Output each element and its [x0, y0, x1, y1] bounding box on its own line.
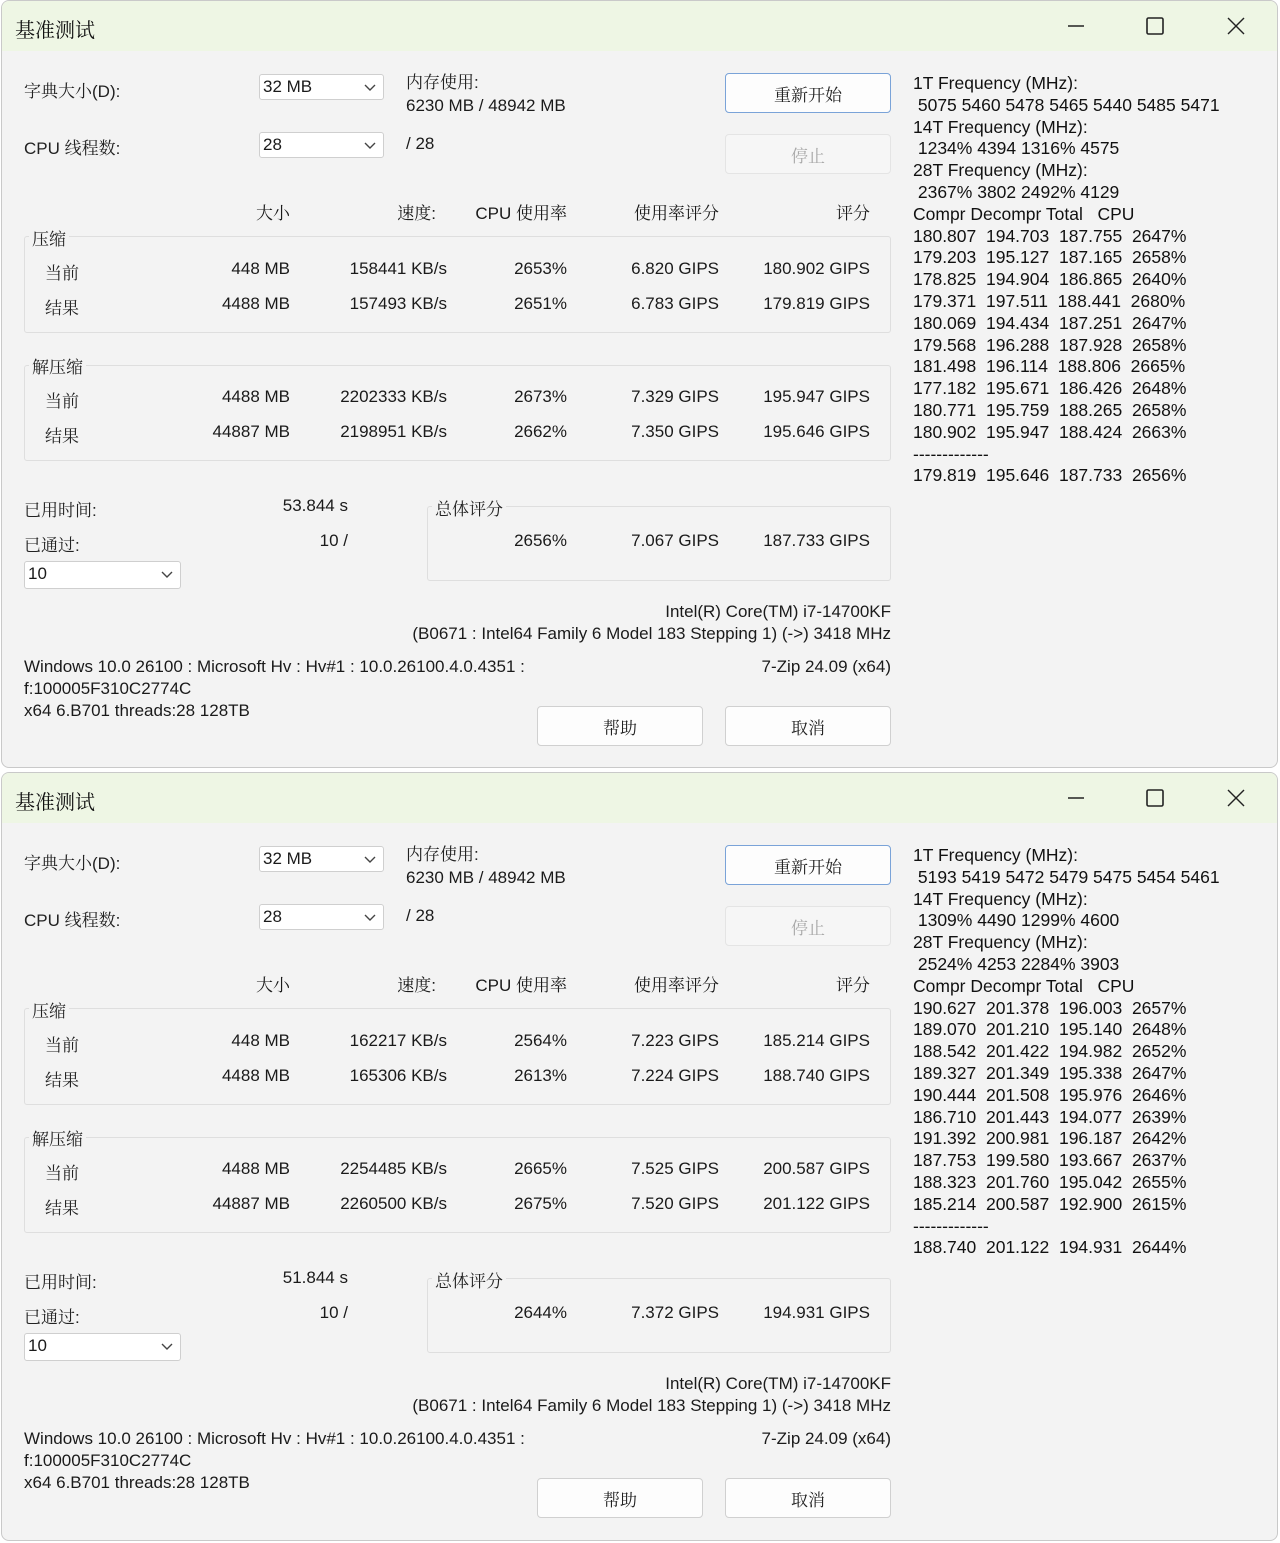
compression-group-title: 压缩 [29, 225, 69, 250]
close-button[interactable] [1197, 773, 1275, 823]
stop-button[interactable]: 停止 [725, 134, 891, 174]
passes-select[interactable] [24, 561, 181, 589]
decompress-row-usage-rating: 7.329 GIPS [631, 387, 719, 406]
log-line: 188.542 201.422 194.982 2652% [913, 1041, 1187, 1062]
cpu-detail: (B0671 : Intel64 Family 6 Model 183 Stepping 1) (->) 3418 MHz [412, 1396, 891, 1415]
cancel-button[interactable]: 取消 [725, 1478, 891, 1518]
header-usage-rating: 使用率评分 [634, 204, 719, 223]
decompress-row-label: 当前 [45, 1164, 79, 1183]
decompress-row-rating: 195.646 GIPS [763, 422, 870, 441]
title-bar [2, 1, 1277, 51]
compress-row-speed: 165306 KB/s [349, 1066, 447, 1085]
dictionary-size-label: 字典大小(D): [24, 82, 121, 101]
log-line: ------------- [913, 443, 989, 464]
cpu-detail: (B0671 : Intel64 Family 6 Model 183 Stepping 1) (->) 3418 MHz [412, 624, 891, 643]
cpu-threads-select[interactable] [259, 132, 384, 158]
decompress-row-cpu-usage: 2675% [514, 1194, 567, 1213]
cpu-threads-max: / 28 [406, 134, 435, 153]
decompress-row-label: 当前 [45, 392, 79, 411]
memory-usage-label: 内存使用: [406, 845, 479, 864]
total-cpu-usage: 2644% [514, 1303, 567, 1322]
maximize-button[interactable] [1116, 773, 1194, 823]
log-line: 2367% 3802 2492% 4129 [913, 181, 1120, 202]
log-line: 14T Frequency (MHz): [913, 888, 1088, 909]
passed-label: 已通过: [24, 1308, 80, 1327]
total-rating: 187.733 GIPS [763, 531, 870, 550]
compress-row-cpu-usage: 2613% [514, 1066, 567, 1085]
log-line: 179.819 195.646 187.733 2656% [913, 465, 1187, 486]
os-info-line1: Windows 10.0 26100 : Microsoft Hv : Hv#1 : 10.0.26100.4.0.4351 : [24, 657, 525, 676]
log-line: 1T Frequency (MHz): [913, 845, 1078, 865]
log-line: 189.327 201.349 195.338 2647% [913, 1062, 1187, 1083]
decompress-row-label: 结果 [45, 1199, 79, 1218]
cpu-name: Intel(R) Core(TM) i7-14700KF [665, 602, 891, 621]
log-line: 188.323 201.760 195.042 2655% [913, 1171, 1187, 1192]
compress-row-rating: 180.902 GIPS [763, 259, 870, 278]
maximize-icon [1145, 788, 1165, 808]
restart-button[interactable]: 重新开始 [725, 73, 891, 113]
benchmark-window-2 [1, 772, 1278, 1541]
memory-usage-value: 6230 MB / 48942 MB [406, 868, 566, 887]
compression-group-title: 压缩 [29, 997, 69, 1022]
passes-select-value: 10 [28, 564, 47, 583]
total-rating-title: 总体评分 [432, 495, 506, 520]
log-line: 188.740 201.122 194.931 2644% [913, 1237, 1187, 1258]
log-line: 181.498 196.114 188.806 2665% [913, 356, 1186, 377]
decompression-group [24, 1137, 891, 1233]
compress-row-cpu-usage: 2653% [514, 259, 567, 278]
log-line: 179.371 197.511 188.441 2680% [913, 290, 1186, 311]
compress-row-usage-rating: 6.783 GIPS [631, 294, 719, 313]
decompression-group-title: 解压缩 [29, 353, 86, 378]
compress-row-label: 当前 [45, 1036, 79, 1055]
cpu-threads-label: CPU 线程数: [24, 911, 121, 930]
log-line: ------------- [913, 1215, 989, 1236]
window-title: 基准测试 [15, 20, 95, 42]
log-line: 178.825 194.904 186.865 2640% [913, 269, 1187, 290]
log-line: 180.902 195.947 188.424 2663% [913, 421, 1187, 442]
decompress-row-usage-rating: 7.525 GIPS [631, 1159, 719, 1178]
compress-row-usage-rating: 7.223 GIPS [631, 1031, 719, 1050]
compress-row-size: 448 MB [231, 259, 290, 278]
passed-value: 10 / [319, 1303, 348, 1322]
header-speed: 速度: [397, 204, 436, 223]
log-line: 5193 5419 5472 5479 5475 5454 5461 [913, 866, 1220, 887]
version-label: 7-Zip 24.09 (x64) [761, 657, 891, 676]
cpu-threads-select[interactable] [259, 904, 384, 930]
minimize-button[interactable] [1037, 773, 1115, 823]
dictionary-size-label: 字典大小(D): [24, 854, 121, 873]
chevron-down-icon [363, 852, 377, 866]
dictionary-size-select[interactable] [259, 74, 384, 100]
log-line: 187.753 199.580 193.667 2637% [913, 1150, 1187, 1171]
compress-row-cpu-usage: 2651% [514, 294, 567, 313]
log-line: 185.214 200.587 192.900 2615% [913, 1193, 1187, 1214]
decompress-row-usage-rating: 7.350 GIPS [631, 422, 719, 441]
log-line: 1T Frequency (MHz): [913, 73, 1078, 93]
header-speed: 速度: [397, 976, 436, 995]
passes-select-value: 10 [28, 1336, 47, 1355]
compress-row-size: 4488 MB [221, 1066, 290, 1085]
help-button[interactable]: 帮助 [537, 706, 703, 746]
header-size: 大小 [256, 976, 290, 995]
decompress-row-usage-rating: 7.520 GIPS [631, 1194, 719, 1213]
dictionary-size-value: 32 MB [263, 849, 313, 868]
maximize-button[interactable] [1116, 1, 1194, 51]
elapsed-time-label: 已用时间: [24, 501, 97, 520]
chevron-down-icon [363, 910, 377, 924]
decompression-group [24, 365, 891, 461]
decompress-row-size: 4488 MB [221, 1159, 290, 1178]
compress-row-cpu-usage: 2564% [514, 1031, 567, 1050]
decompress-row-cpu-usage: 2673% [514, 387, 567, 406]
restart-button[interactable]: 重新开始 [725, 845, 891, 885]
close-icon [1226, 16, 1246, 36]
log-line: 1309% 4490 1299% 4600 [913, 910, 1120, 931]
title-bar [2, 773, 1277, 823]
log-line: 180.771 195.759 188.265 2658% [913, 399, 1187, 420]
help-button[interactable]: 帮助 [537, 1478, 703, 1518]
header-usage-rating: 使用率评分 [634, 976, 719, 995]
close-button[interactable] [1197, 1, 1275, 51]
decompress-row-size: 4488 MB [221, 387, 290, 406]
log-line: 186.710 201.443 194.077 2639% [913, 1106, 1187, 1127]
header-cpu-usage: CPU 使用率 [475, 204, 567, 223]
cancel-button[interactable]: 取消 [725, 706, 891, 746]
log-line: 191.392 200.981 196.187 2642% [913, 1128, 1187, 1149]
decompression-group-title: 解压缩 [29, 1125, 86, 1150]
chevron-down-icon [363, 138, 377, 152]
compress-row-speed: 157493 KB/s [349, 294, 447, 313]
chevron-down-icon [160, 567, 174, 581]
total-usage-rating: 7.067 GIPS [631, 531, 719, 550]
header-cpu-usage: CPU 使用率 [475, 976, 567, 995]
log-line: 177.182 195.671 186.426 2648% [913, 378, 1187, 399]
log-line: 1234% 4394 1316% 4575 [913, 138, 1120, 159]
log-line: 28T Frequency (MHz): [913, 932, 1088, 953]
log-line: 28T Frequency (MHz): [913, 160, 1088, 181]
log-line: Compr Decompr Total CPU [913, 975, 1135, 996]
minimize-icon [1066, 788, 1086, 808]
passed-value: 10 / [319, 531, 348, 550]
decompress-row-rating: 195.947 GIPS [763, 387, 870, 406]
cpu-threads-label: CPU 线程数: [24, 139, 121, 158]
minimize-button[interactable] [1037, 1, 1115, 51]
log-line: 190.444 201.508 195.976 2646% [913, 1084, 1187, 1105]
log-line: 189.070 201.210 195.140 2648% [913, 1019, 1187, 1040]
log-line: 179.568 196.288 187.928 2658% [913, 334, 1187, 355]
decompress-row-label: 结果 [45, 427, 79, 446]
benchmark-window-1 [1, 0, 1278, 768]
cpu-threads-value: 28 [263, 907, 282, 926]
compression-group [24, 236, 891, 333]
compress-row-label: 结果 [45, 1071, 79, 1090]
stop-button[interactable]: 停止 [725, 906, 891, 946]
total-usage-rating: 7.372 GIPS [631, 1303, 719, 1322]
os-info-line2: f:100005F310C2774C [24, 1451, 192, 1470]
decompress-row-speed: 2254485 KB/s [340, 1159, 447, 1178]
cpu-threads-value: 28 [263, 135, 282, 154]
memory-usage-value: 6230 MB / 48942 MB [406, 96, 566, 115]
header-size: 大小 [256, 204, 290, 223]
decompress-row-rating: 201.122 GIPS [763, 1194, 870, 1213]
decompress-row-speed: 2260500 KB/s [340, 1194, 447, 1213]
benchmark-log [913, 845, 1220, 1259]
memory-usage-label: 内存使用: [406, 73, 479, 92]
maximize-icon [1145, 16, 1165, 36]
compress-row-size: 448 MB [231, 1031, 290, 1050]
dictionary-size-select[interactable] [259, 846, 384, 872]
os-info-line3: x64 6.B701 threads:28 128TB [24, 701, 250, 720]
os-info-line2: f:100005F310C2774C [24, 679, 192, 698]
benchmark-log [913, 73, 1220, 487]
decompress-row-speed: 2202333 KB/s [340, 387, 447, 406]
os-info-line1: Windows 10.0 26100 : Microsoft Hv : Hv#1 : 10.0.26100.4.0.4351 : [24, 1429, 525, 1448]
log-line: Compr Decompr Total CPU [913, 203, 1135, 224]
compress-row-rating: 185.214 GIPS [763, 1031, 870, 1050]
os-info-line3: x64 6.B701 threads:28 128TB [24, 1473, 250, 1492]
chevron-down-icon [160, 1339, 174, 1353]
compress-row-usage-rating: 7.224 GIPS [631, 1066, 719, 1085]
log-line: 190.627 201.378 196.003 2657% [913, 997, 1187, 1018]
elapsed-time-label: 已用时间: [24, 1273, 97, 1292]
dictionary-size-value: 32 MB [263, 77, 313, 96]
cpu-threads-max: / 28 [406, 906, 435, 925]
decompress-row-cpu-usage: 2662% [514, 422, 567, 441]
compress-row-usage-rating: 6.820 GIPS [631, 259, 719, 278]
log-line: 2524% 4253 2284% 3903 [913, 953, 1120, 974]
window-title: 基准测试 [15, 792, 95, 814]
version-label: 7-Zip 24.09 (x64) [761, 1429, 891, 1448]
compress-row-speed: 158441 KB/s [349, 259, 447, 278]
total-rating-title: 总体评分 [432, 1267, 506, 1292]
minimize-icon [1066, 16, 1086, 36]
decompress-row-size: 44887 MB [212, 422, 290, 441]
log-line: 5075 5460 5478 5465 5440 5485 5471 [913, 94, 1220, 115]
chevron-down-icon [363, 80, 377, 94]
log-line: 179.203 195.127 187.165 2658% [913, 247, 1187, 268]
decompress-row-speed: 2198951 KB/s [340, 422, 447, 441]
compress-row-rating: 179.819 GIPS [763, 294, 870, 313]
cpu-name: Intel(R) Core(TM) i7-14700KF [665, 1374, 891, 1393]
total-cpu-usage: 2656% [514, 531, 567, 550]
elapsed-time-value: 53.844 s [282, 496, 348, 515]
compress-row-size: 4488 MB [221, 294, 290, 313]
passes-select[interactable] [24, 1333, 181, 1361]
compression-group [24, 1008, 891, 1105]
decompress-row-rating: 200.587 GIPS [763, 1159, 870, 1178]
log-line: 180.069 194.434 187.251 2647% [913, 312, 1187, 333]
log-line: 14T Frequency (MHz): [913, 116, 1088, 137]
log-line: 180.807 194.703 187.755 2647% [913, 225, 1187, 246]
compress-row-speed: 162217 KB/s [349, 1031, 447, 1050]
decompress-row-size: 44887 MB [212, 1194, 290, 1213]
compress-row-label: 结果 [45, 299, 79, 318]
passed-label: 已通过: [24, 536, 80, 555]
total-rating: 194.931 GIPS [763, 1303, 870, 1322]
header-rating: 评分 [836, 204, 870, 223]
compress-row-rating: 188.740 GIPS [763, 1066, 870, 1085]
header-rating: 评分 [836, 976, 870, 995]
elapsed-time-value: 51.844 s [282, 1268, 348, 1287]
compress-row-label: 当前 [45, 264, 79, 283]
decompress-row-cpu-usage: 2665% [514, 1159, 567, 1178]
close-icon [1226, 788, 1246, 808]
